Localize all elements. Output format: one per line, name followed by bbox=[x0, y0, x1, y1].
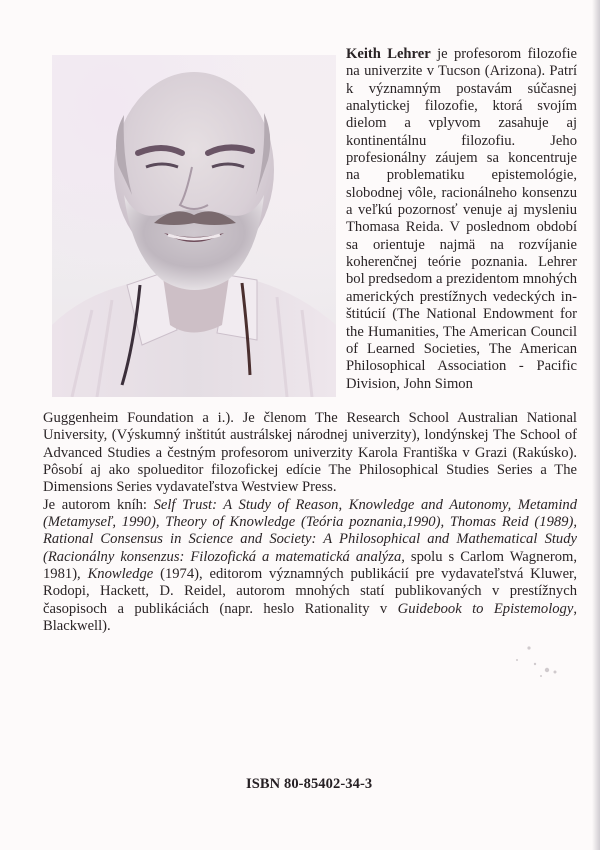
author-name: Keith Lehrer bbox=[346, 46, 431, 62]
author-photo bbox=[52, 55, 336, 397]
bio-text-continued: Guggenheim Foundation a i.). Je členom The Research School Australian National University, (Výskumný inštitút austrálskej národnej univerzity), londýnskej The School of Advanced Studies a čestným profesorom univerzity Karola Františka v Grazi (Rakúsko). Pôsobí aj ako spolueditor filozofickej edície The Philosophical Studies Series a The Dimensions Series vydavateľstva Westview Press. bbox=[43, 410, 577, 496]
bio-text-right: je profesorom filozofie na univerzite v Tucson (Arizona). Patrí k významným postavám súčasnej analytickej filozofie, ktorá svojím dielom a vplyvom zasahuje aj kontinentálnu filozofiu. Jeho profesionálny záujem sa koncentruje na problematiku epistemológie, slobodnej vôle, racionálneho konsenzu a veľkú pozornosť venuje aj mysleniu Thomasa Reida. V poslednom období sa orientuje najmä na rozvíjanie koherenčnej teórie poznania. Lehrer bol predsedom a prezidentom mnohých amerických prestížnych vedeckých inštitúcií (The National Endowment for the Humanities, The American Council of Learned Societies, The American Philosophical Association - Pacific Division, John Simon bbox=[346, 46, 578, 392]
works-guidebook-title: Guidebook to Epistemology bbox=[397, 600, 574, 617]
works-coauthor: spolu s Carlom Wagnerom, 1981), bbox=[43, 548, 578, 583]
works-books-italic: Self Trust: A Study of Reason, Knowledge and Autonomy, Metamind (Metamyseľ, 1990), Theory of Knowledge (Teória poznania,1990), Thomas Reid (1989), Rational Consensus in Science and Society: A Philosophical and Mathematical Study (Racionálny konsenzus: Filozofická a matematická analýza, bbox=[43, 496, 577, 565]
page-edge-shadow bbox=[592, 0, 600, 850]
bio-full-width bbox=[43, 410, 577, 635]
bio-right-column bbox=[346, 46, 577, 393]
works-intro: Je autorom kníh: bbox=[43, 496, 154, 513]
works-paragraph bbox=[43, 497, 577, 636]
works-knowledge-title: Knowledge bbox=[87, 566, 154, 583]
works-closing: , Blackwell). bbox=[43, 600, 577, 635]
paper-specks-decoration bbox=[505, 640, 575, 680]
works-editor-text: (1974), editorom významných publikácií pre vydavateľstvá Kluwer, Rodopi, Hackett, D. Reidel, autorom mnohých statí publikovaných v prestížnych časopisoch a publikáciách (napr. heslo Rationality v bbox=[43, 566, 577, 617]
isbn-label: ISBN 80-85402-34-3 bbox=[246, 776, 373, 792]
portrait-illustration bbox=[52, 55, 336, 397]
